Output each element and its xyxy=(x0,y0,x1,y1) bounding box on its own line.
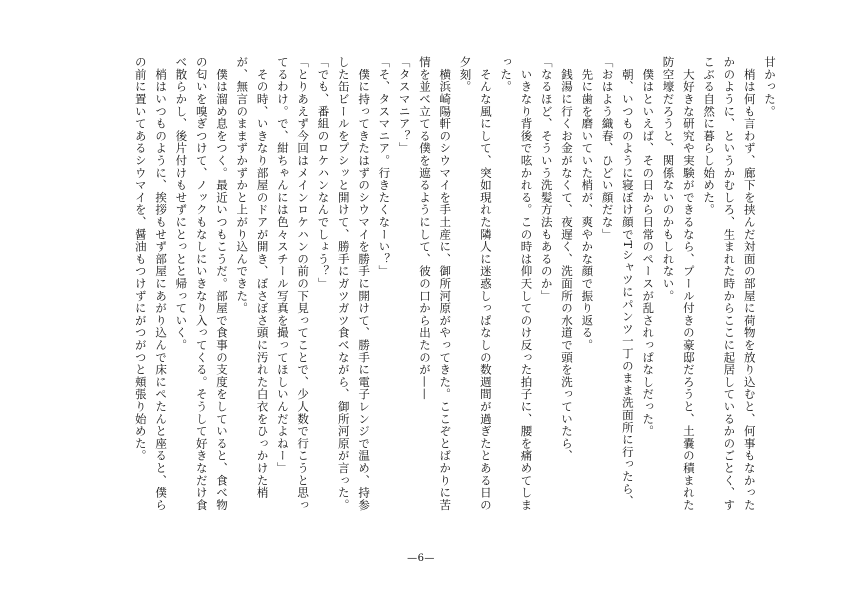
paragraph: 横浜崎陽軒のシウマイを手土産に、御所河原がやってきた。ここぞとばかりに苦情を並べ立てる僕を遮るようにして、彼の口から出たのが—— xyxy=(417,56,453,512)
dialogue-line: 「おはよう織春、ひどい顔だな」 xyxy=(600,56,615,241)
dialogue-line: 「とりあえず今回はメインロケハンの前の下見ってことで、少人数で行こうと思ってるわけ。で、紺ちゃんには色々スチール写真を撮ってほしいんだよねー」 xyxy=(275,56,311,512)
paragraph: そんな風にして、突如現れた隣人に迷惑しっぱなしの数週間が過ぎたとある日の夕刻。 xyxy=(458,56,493,512)
dialogue-line: 「そ、タスマニア。行きたくなーい？」 xyxy=(377,56,392,278)
paragraph: 僕はといえば、その日から日常のペースが乱されっぱなしだった。 xyxy=(641,56,656,438)
paragraph: 先に歯を磨いていた梢が、爽やかな顔で振り返る。 xyxy=(580,56,595,352)
paragraph: その時、いきなり部屋のドアが開き、ぼさぼさ頭に汚れた白衣をひっかけた梢が、無言のままずかずかと上がり込んできた。 xyxy=(235,56,270,499)
paragraph: 僕は溜め息をつく。最近いつもこうだ。部屋で食事の支度をしていると、食べ物の匂いを嗅ぎつけて、ノックもなしにいきなり入ってくる。そうして好きなだけ食べ散らかし、後片付けもせずにとっとと帰っていく。 xyxy=(174,56,229,512)
dialogue-line: 「タスマニア？」 xyxy=(397,56,412,155)
paragraph: 朝、いつものように寝ぼけ顔でTシャツにパンツ一丁のまま洗面所に行ったら、 xyxy=(620,56,635,508)
paragraph: 梢は何も言わず、廊下を挟んだ対面の部屋に荷物を放り込むと、何事もなかったかのように、というかむしろ、生まれた時からここに起居しているかのごとく、すこぶる自然に暮らし始めた。 xyxy=(702,56,757,512)
paragraph: 大好きな研究や実験ができるなら、プール付きの豪邸だろうと、土嚢の積まれた防空壕だろうと、関係ないのかもしれない。 xyxy=(661,56,696,512)
paragraph: 梢はいつものように、挨拶もせず部屋にあがり込んで床にぺたんと座ると、僕らの前に置いてあるシウマイを、醤油もつけずにがつがつと頬張り始めた。 xyxy=(133,56,169,512)
paragraph: 僕に持ってきたはずのシウマイを勝手に開けて、勝手に電子レンジで温め、持参した缶ビールをプシッと開けて、勝手にガツガツ食べながら、御所河原が言った。 xyxy=(336,56,372,512)
paragraph: いきなり背後で呟かれる。この時は仰天してのけ反った拍子に、腰を痛めてしまった。 xyxy=(499,56,534,512)
paragraph: 銭湯に行くお金がなくて、夜遅く、洗面所の水道で頭を洗っていたら、 xyxy=(560,56,575,462)
paragraph: 甘かった。 xyxy=(763,56,777,118)
page-number: —6— xyxy=(407,553,435,564)
dialogue-line: 「なるほど、そういう洗髪方法もあるのか」 xyxy=(539,56,554,302)
dialogue-line: 「でも、番組のロケハンなんでしょう？」 xyxy=(316,56,331,290)
vertical-text-body xyxy=(62,56,780,518)
